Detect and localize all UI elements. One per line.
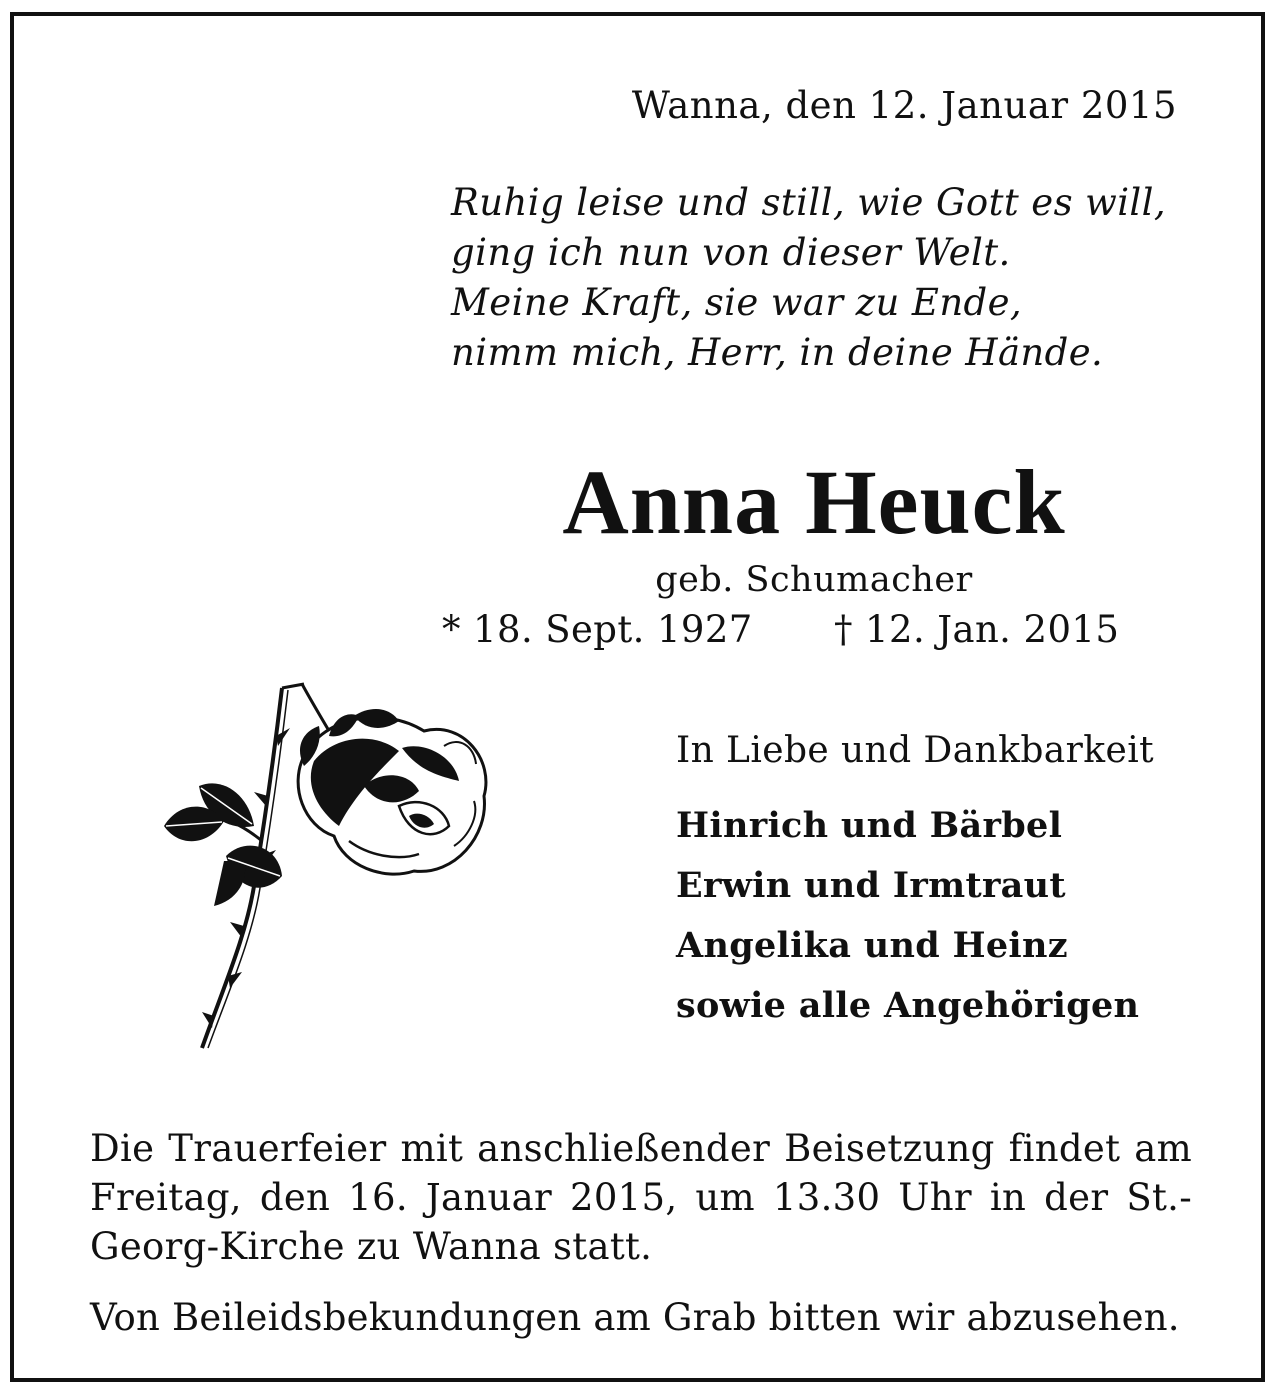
obituary-frame xyxy=(10,12,1265,1382)
mourner-item: Erwin und Irmtraut xyxy=(676,865,1066,906)
mourner-item: Angelika und Heinz xyxy=(676,925,1068,966)
memorial-verse xyxy=(451,178,1166,378)
mourners-list xyxy=(676,796,1139,1036)
maiden-name: geb. Schumacher xyxy=(655,560,973,600)
verse-line: nimm mich, Herr, in deine Hände. xyxy=(451,331,1104,374)
place-date: Wanna, den 12. Januar 2015 xyxy=(631,84,1177,127)
rose-icon xyxy=(154,676,504,1056)
death-date: † 12. Jan. 2015 xyxy=(834,608,1120,651)
dedication-line: In Liebe und Dankbarkeit xyxy=(676,730,1154,771)
mourner-item: Hinrich und Bärbel xyxy=(676,805,1063,846)
birth-date: * 18. Sept. 1927 xyxy=(442,608,753,651)
verse-line: ging ich nun von dieser Welt. xyxy=(451,231,1011,274)
mourner-item: sowie alle Angehörigen xyxy=(676,985,1140,1026)
funeral-notice: Die Trauerfeier mit anschließender Beisetzung findet am Freitag, den 16. Januar 2015, um 13.30 Uhr in der St.-Georg-Kirche zu Wanna statt. xyxy=(90,1127,1192,1268)
deceased-name: Anna Heuck xyxy=(562,451,1066,553)
verse-line: Ruhig leise und still, wie Gott es will, xyxy=(451,181,1167,224)
condolence-request: Von Beileidsbekundungen am Grab bitten wir abzusehen. xyxy=(90,1296,1180,1339)
verse-line: Meine Kraft, sie war zu Ende, xyxy=(451,281,1023,324)
